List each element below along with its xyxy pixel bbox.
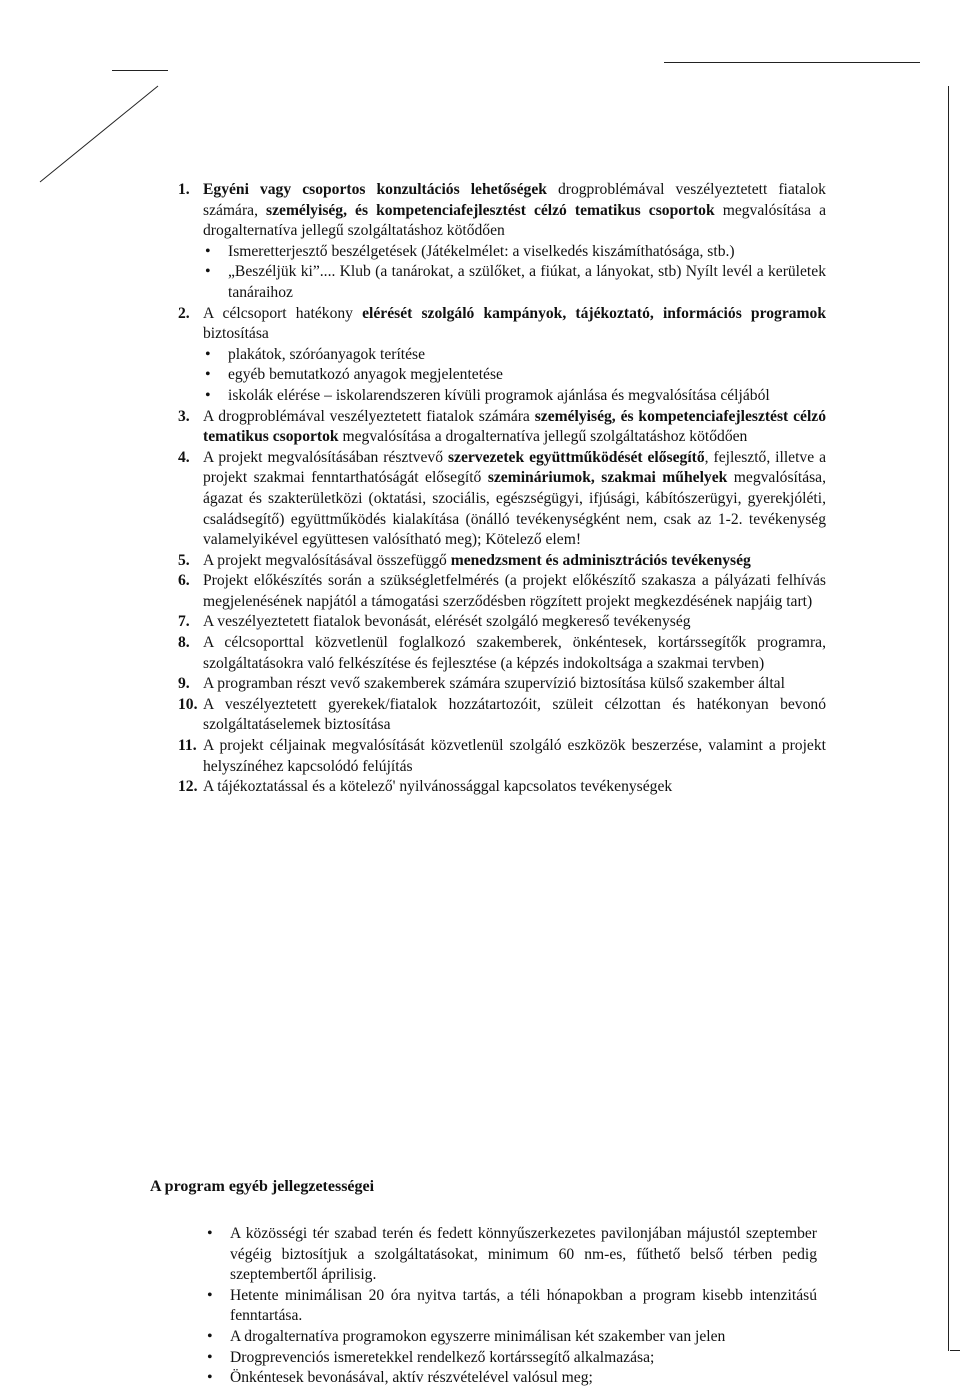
list-item — [178, 551, 826, 572]
bullet-item: • Önkéntesek bevonásával, aktív részvételével valósul meg; — [205, 1368, 817, 1389]
list-item — [178, 304, 826, 407]
item-text: Projekt előkészítés során a szükségletfelmérés (a projekt előkészítő szakasza a pályázati felhívás megjelenésének napjától a támogatási szerződésben rögzített projekt megkezdésének napjáig tart) — [203, 572, 826, 610]
list-item — [178, 736, 826, 777]
item-text: A projekt céljainak megvalósítását közvetlenül szolgáló eszközök beszerzése, valamint a projekt helyszínéhez kapcsolódó felújítás — [203, 737, 826, 775]
list-item — [178, 407, 826, 448]
scan-artifact-diagonal-stroke — [38, 84, 162, 184]
list-item — [178, 448, 826, 551]
item-number: 1. — [178, 181, 190, 198]
item-text: A projekt megvalósításával összefüggő menedzsment és adminisztrációs tevékenység — [203, 551, 751, 569]
bullet-item: • Drogprevenciós ismeretekkel rendelkező kortárssegítő alkalmazása; — [205, 1348, 817, 1369]
item-bullet-list — [203, 242, 826, 304]
scan-artifact-right-border — [948, 86, 949, 1351]
item-bullet-list — [203, 345, 826, 407]
list-item — [178, 633, 826, 674]
bullet-item: • A drogalternatíva programokon egyszerre minimálisan két szakember van jelen — [205, 1327, 817, 1348]
section-bullet-list — [205, 1224, 817, 1389]
item-number: 9. — [178, 675, 190, 693]
list-item — [178, 674, 826, 695]
item-number: 8. — [178, 634, 190, 652]
bullet-item: • iskolák elérése – iskolarendszeren kívüli programok ajánlása és megvalósítása céljából — [203, 386, 826, 407]
item-text: A célcsoporttal közvetlenül foglalkozó szakemberek, önkéntesek, kortárssegítők programra, szolgáltatásokra való felkészítése és fejlesztése (a képzés indokoltsága a szakmai tervben) — [203, 634, 826, 672]
list-item — [178, 571, 826, 612]
scan-artifact-top-right-line — [664, 62, 920, 63]
list-item — [178, 612, 826, 633]
item-number: 10. — [178, 695, 198, 713]
item-text: A tájékoztatással és a kötelező' nyilvánossággal kapcsolatos tevékenységek — [203, 778, 673, 796]
list-item — [178, 777, 826, 798]
item-text: A projekt megvalósításában résztvevő szervezetek együttműködését elősegítő, fejlesztő, illetve a projekt szakmai fenntarthatóságát elősegítő szemináriumok, szakmai műhelyek megvalósítása, ágazat és szakterületközi (oktatási, szociális, egészségügyi, ifjúsági, kábítószerügyi, gyerekjóléti, családsegítő) együttműködés kialakítása (önálló tevékenységként nem, csak az 1-2. tevékenység valamelyikével együttesen valósítható meg); Kötelező elem! — [203, 448, 827, 549]
item-number: 12. — [178, 778, 198, 796]
item-number: 3. — [178, 407, 190, 425]
numbered-activity-list — [178, 180, 826, 798]
bullet-item: • „Beszéljük ki”.... Klub (a tanárokat, a szülőket, a fiúkat, a lányokat, stb) Nyílt levél a kerületek tanáraihoz — [203, 262, 826, 303]
item-number: 7. — [178, 613, 190, 631]
item-text: A veszélyeztetett gyerekek/fiatalok hozzátartozóit, szüleit célzottan és hatékonyan bevonó szolgáltatáselemek biztosítása — [203, 695, 826, 734]
bullet-item: • Ismeretterjesztő beszélgetések (Játékelmélet: a viselkedés kiszámíthatósága, stb.) — [203, 242, 826, 263]
item-number: 4. — [178, 448, 190, 466]
item-text: A veszélyeztetett fiatalok bevonását, elérését szolgáló megkereső tevékenység — [203, 613, 691, 631]
item-number: 5. — [178, 551, 190, 569]
item-text: A programban részt vevő szakemberek számára szupervízió biztosítása külső szakember által — [203, 675, 785, 693]
item-number: 6. — [178, 572, 190, 590]
bullet-item: • Hetente minimálisan 20 óra nyitva tartás, a téli hónapokban a program kisebb intenzitású fenntartása. — [205, 1286, 817, 1327]
section-heading: A program egyéb jellegzetességei — [150, 1178, 375, 1195]
item-number: 11. — [178, 737, 197, 755]
list-item — [178, 180, 826, 304]
item-number: 2. — [178, 304, 190, 322]
item-text: A drogproblémával veszélyeztetett fiatalok számára személyiség, és kompetenciafejlesztést célzó tematikus csoportok megvalósítása a drogalternatíva jellegű szolgáltatáshoz kötődően — [203, 407, 826, 446]
list-item — [178, 695, 826, 736]
scan-artifact-top-left-line — [112, 70, 168, 71]
item-text: Egyéni vagy csoportos konzultációs lehetőségek drogproblémával veszélyeztetett fiatalok számára, személyiség, és kompetenciafejlesztést célzó tematikus csoportok megvalósítása a drogalternatíva jellegű szolgáltatáshoz kötődően — [203, 181, 827, 240]
bullet-item: • plakátok, szóróanyagok terítése — [203, 345, 826, 366]
item-text: A célcsoport hatékony elérését szolgáló kampányok, tájékoztató, információs programok biztosítása — [203, 304, 827, 343]
bullet-item: • egyéb bemutatkozó anyagok megjelentetése — [203, 365, 826, 386]
scan-artifact-bottom-border — [950, 1350, 960, 1351]
bullet-item: • A közösségi tér szabad terén és fedett könnyűszerkezetes pavilonjában májustól szeptember végéig biztosítjuk a szolgáltatásokat, minimum 60 nm-es, fűthető belső térben pedig szeptembertől áprilisig. — [205, 1224, 817, 1286]
